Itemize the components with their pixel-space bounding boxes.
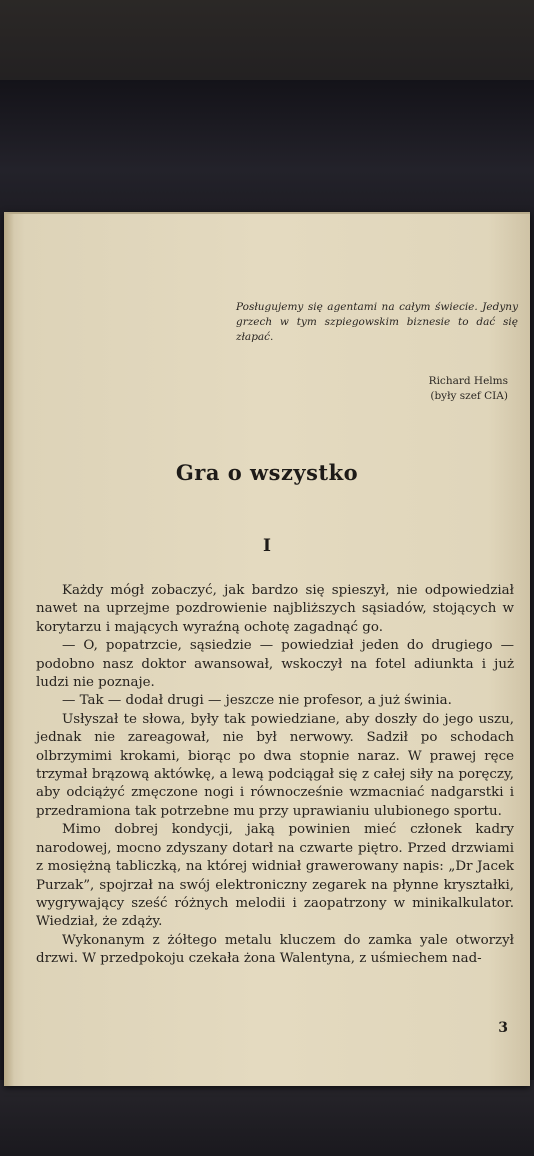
page-binding-shadow	[4, 214, 14, 1086]
paragraph: Wykonanym z żółtego metalu kluczem do zamka yale otworzył drzwi. W przedpokoju czekała żona Walentyna, z uśmiechem nad-	[36, 932, 514, 967]
chapter-number: I	[263, 536, 271, 556]
paragraph: — O, popatrzcie, sąsiedzie — powiedział jeden do drugiego — podobno nasz doktor awansował, wskoczył na fotel adiunkta i już ludzi nie poznaje.	[36, 638, 514, 691]
epigraph-attribution	[429, 374, 508, 404]
epigraph-text: Posługujemy się agentami na całym świecie. Jedyny grzech w tym szpiegowskim biznesie to dać się złapać.	[236, 301, 518, 343]
paragraph: Mimo dobrej kondycji, jaką powinien mieć członek kadry narodowej, mocno zdyszany dotarł na czwarte piętro. Przed drzwiami z mosiężną tabliczką, na której widniał grawerowany napis: „Dr Jacek Purzak”, spojrzał na swój elektroniczny zegarek na płynne kryształki, wygrywający sześć różnych melodii i zaopatrzony w minikalkulator. Wiedział, że zdąży.	[36, 822, 514, 930]
epigraph-author: Richard Helms	[428, 375, 508, 387]
paragraph: — Tak — dodał drugi — jeszcze nie profesor, a już świnia.	[62, 693, 452, 709]
background-bottom	[0, 1080, 534, 1156]
page-number: 3	[498, 1020, 508, 1036]
chapter-title: Gra o wszystko	[175, 460, 359, 485]
paragraph: Usłyszał te słowa, były tak powiedziane, aby doszły do jego uszu, jednak nie zareagował, nie był nerwowy. Sadził po schodach olbrzymimi krokami, biorąc po dwa stopnie naraz. W prawej ręce trzymał brązową aktówkę, a lewą podciągał się z całej siły na poręczy, aby odciążyć zmęczone nogi i równocześnie wzmacniać nadgarstki i przedramiona tak potrzebne mu przy uprawianiu ulubionego sportu.	[36, 711, 514, 819]
book-page	[4, 212, 530, 1086]
epigraph-author-note: (były szef CIA)	[430, 390, 508, 402]
background-fabric	[0, 80, 534, 230]
paragraph: Każdy mógł zobaczyć, jak bardzo się spieszył, nie odpowiedział nawet na uprzejme pozdrowienie najbliższych sąsiadów, stojących w korytarzu i mających wyraźną ochotę zagadnąć go.	[36, 583, 514, 635]
body-text	[36, 582, 514, 969]
